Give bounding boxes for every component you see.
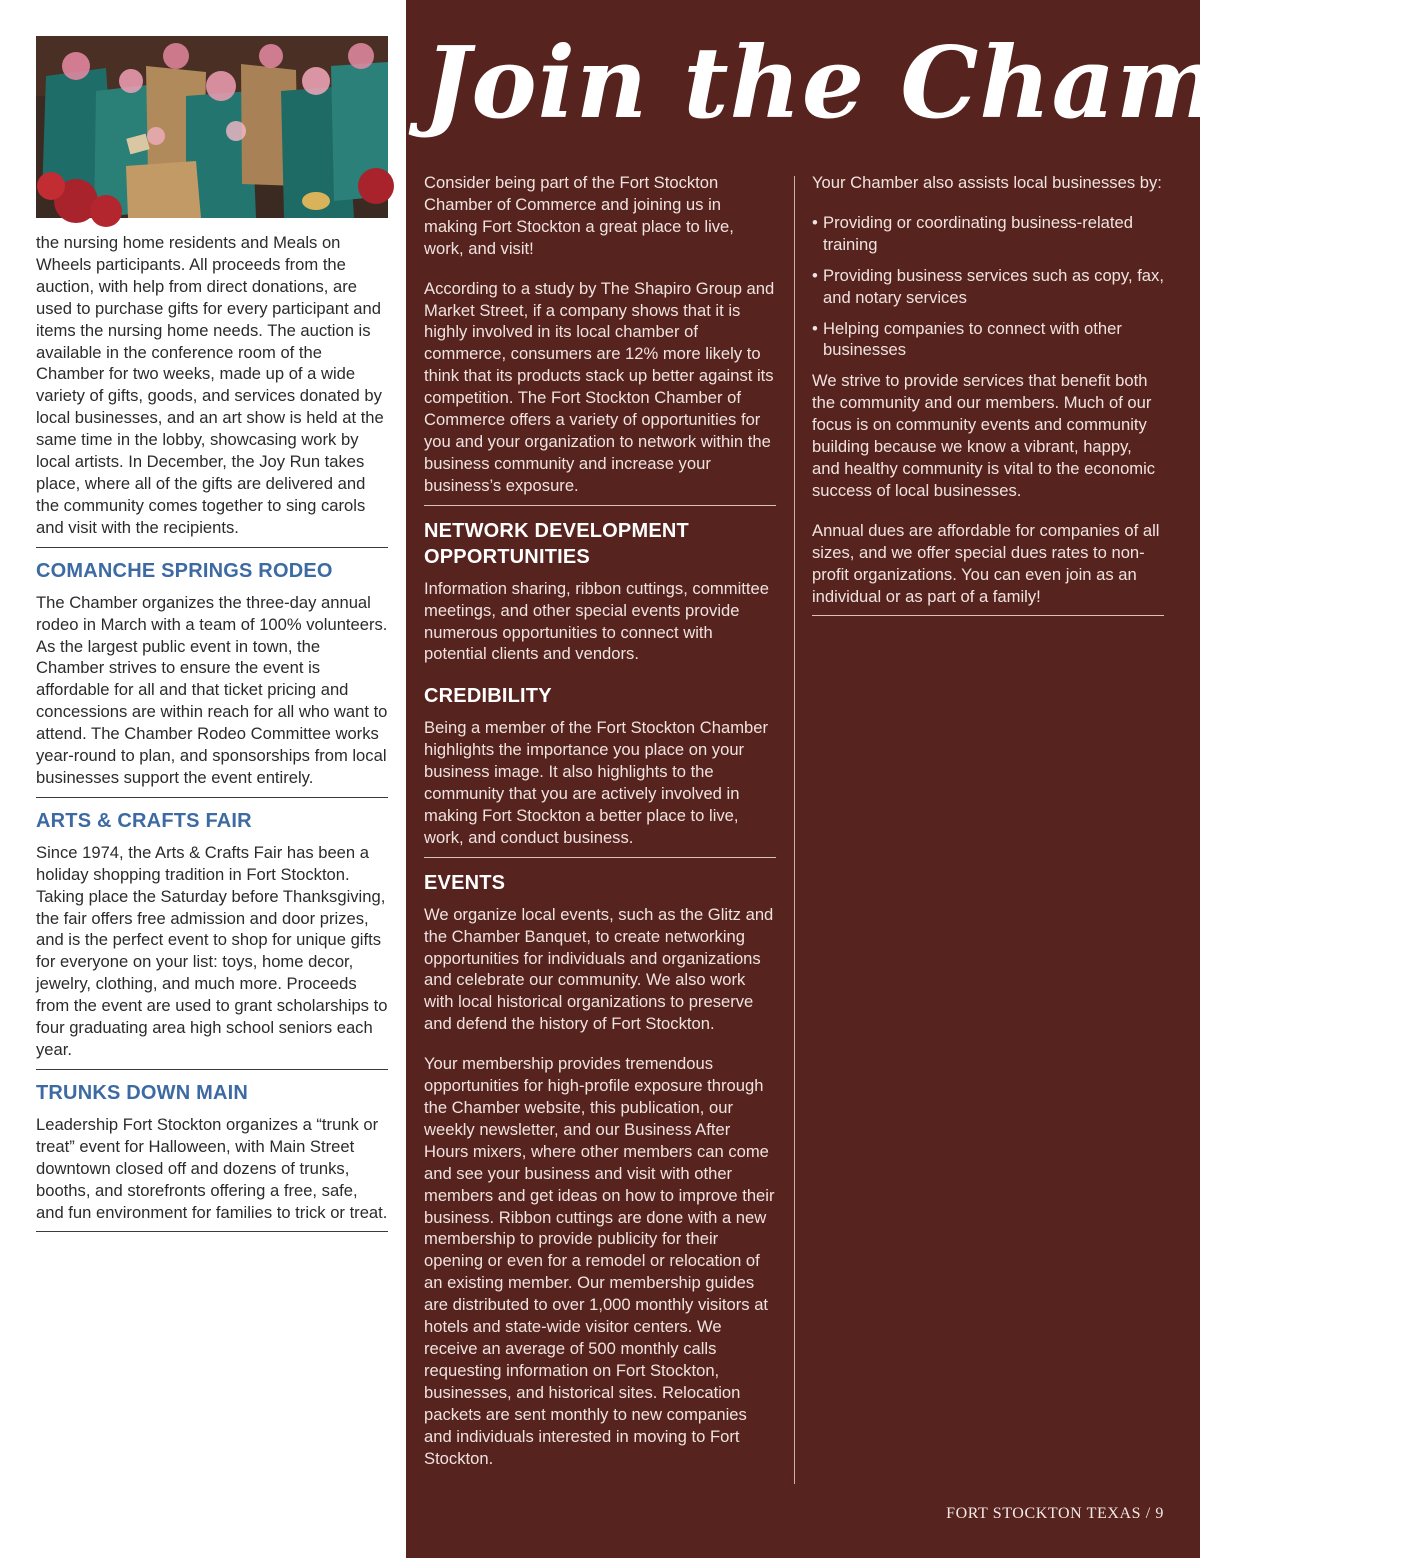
heading-credibility: CREDIBILITY <box>424 685 552 708</box>
divider <box>424 857 776 858</box>
heading-events: EVENTS <box>424 871 506 894</box>
left-column <box>0 0 406 1558</box>
assist-intro: Your Chamber also assists local businesses by: <box>812 173 1162 192</box>
divider <box>36 797 388 798</box>
page-footer: FORT STOCKTON TEXAS / 9 <box>946 1505 1164 1522</box>
right-column <box>812 172 1164 616</box>
join-chamber-panel <box>406 0 1406 1558</box>
section-heading-arts-crafts: ARTS & CRAFTS FAIR <box>36 809 252 832</box>
divider <box>424 505 776 506</box>
list-item: • Providing or coordinating business-related training <box>812 212 1164 256</box>
body-events-1: We organize local events, such as the Glitz and the Chamber Banquet, to create networking opportunities for individuals and organizations and celebrate our community. We also work with local historical organizations to preserve and defend the history of Fort Stockton. <box>424 904 774 1034</box>
body-events-2: Your membership provides tremendous opportunities for high-profile exposure through the Chamber website, this publication, our weekly newsletter, and our Business After Hours mixers, where other members can come and see your business and visit with other members and get ideas on how to improve their business. Ribbon cuttings are done with a new membership to provide publicity for their opening or even for a remodel or relocation of an existing member. Our membership guides are distributed to over 1,000 monthly visitors at hotels and state-wide visitor centers. We receive an average of 500 monthly calls requesting information on Fort Stockton, businesses, and historical sites. Relocation packets are sent monthly to new companies and individuals interested in moving to Fort Stockton. <box>424 1054 775 1468</box>
dues-paragraph: Annual dues are affordable for companies of all sizes, and we offer special dues rates to non-profit organizations. You can even join as an individual or as part of a family! <box>812 520 1160 606</box>
divider <box>36 547 388 548</box>
strive-paragraph: We strive to provide services that benefit both the community and our members. Much of our focus is on community events and community building because we know a vibrant, happy, and healthy community is vital to the economic success of local businesses. <box>812 371 1156 500</box>
section-body-trunks: Leadership Fort Stockton organizes a “trunk or treat” event for Halloween, with Main Street downtown closed off and dozens of trunks, booths, and storefronts offering a free, safe, and fun environment for families to trick or treat. <box>36 1114 388 1222</box>
divider <box>812 615 1164 616</box>
section-heading-rodeo: COMANCHE SPRINGS RODEO <box>36 559 333 582</box>
section-body-rodeo: The Chamber organizes the three-day annual rodeo in March with a team of 100% volunteers. As the largest public event in town, the Chamber strives to ensure the event is affordable for all and that ticket pricing and concessions are within reach for all who want to attend. The Chamber Rodeo Committee works year-round to plan, and sponsorships from local businesses support the event entirely. <box>36 592 388 787</box>
assist-list <box>812 212 1164 361</box>
intro-paragraph-1: Consider being part of the Fort Stockton Chamber of Commerce and joining us in making Fort Stockton a great place to live, work, and visit! <box>424 173 734 258</box>
list-item: • Helping companies to connect with other businesses <box>812 318 1164 362</box>
divider <box>36 1231 388 1232</box>
heading-network: NETWORK DEVELOPMENT OPPORTUNITIES <box>424 519 689 568</box>
panel-title: Join the Chamber <box>424 26 1406 141</box>
gift-bags-image <box>36 36 388 218</box>
body-credibility: Being a member of the Fort Stockton Chamber highlights the importance you place on your business image. It also highlights to the community that you are actively involved in making Fort Stockton a better place to live, work, and conduct business. <box>424 718 769 847</box>
intro-paragraph-2: According to a study by The Shapiro Group and Market Street, if a company shows that it is highly involved in its local chamber of commerce, consumers are 12% more likely to think that its products stack up better against its competition. The Fort Stockton Chamber of Commerce offers a variety of opportunities for you and your organization to network within the business community and increase your business’s exposure. <box>424 278 775 495</box>
section-body-arts-crafts: Since 1974, the Arts & Crafts Fair has been a holiday shopping tradition in Fort Stockton. Taking place the Saturday before Thanksgiving, the fair offers free admission and door prizes, and is the perfect event to shop for unique gifts for everyone on your list: toys, home decor, jewelry, clothing, and much more. Proceeds from the event are used to grant scholarships to four graduating area high school seniors each year. <box>36 842 388 1059</box>
body-network: Information sharing, ribbon cuttings, committee meetings, and other special events provide numerous opportunities to connect with potential clients and vendors. <box>424 578 769 664</box>
list-item: • Providing business services such as copy, fax, and notary services <box>812 265 1164 309</box>
column-divider <box>794 176 795 1484</box>
intro-paragraph: the nursing home residents and Meals on Wheels participants. All proceeds from the auction, with help from direct donations, are used to purchase gifts for every participant and items the nursing home needs. The auction is available in the conference room of the Chamber for two weeks, made up of a wide variety of gifts, goods, and services donated by local businesses, and an art show is held at the same time in the lobby, showcasing work by local artists. In December, the Joy Run takes place, where all of the gifts are delivered and the community comes together to sing carols and visit with the recipients. <box>36 233 384 537</box>
gift-bags-photo <box>36 36 388 218</box>
left-text-column <box>36 232 388 1232</box>
divider <box>36 1069 388 1070</box>
middle-column <box>424 172 776 1487</box>
section-heading-trunks: TRUNKS DOWN MAIN <box>36 1081 249 1104</box>
